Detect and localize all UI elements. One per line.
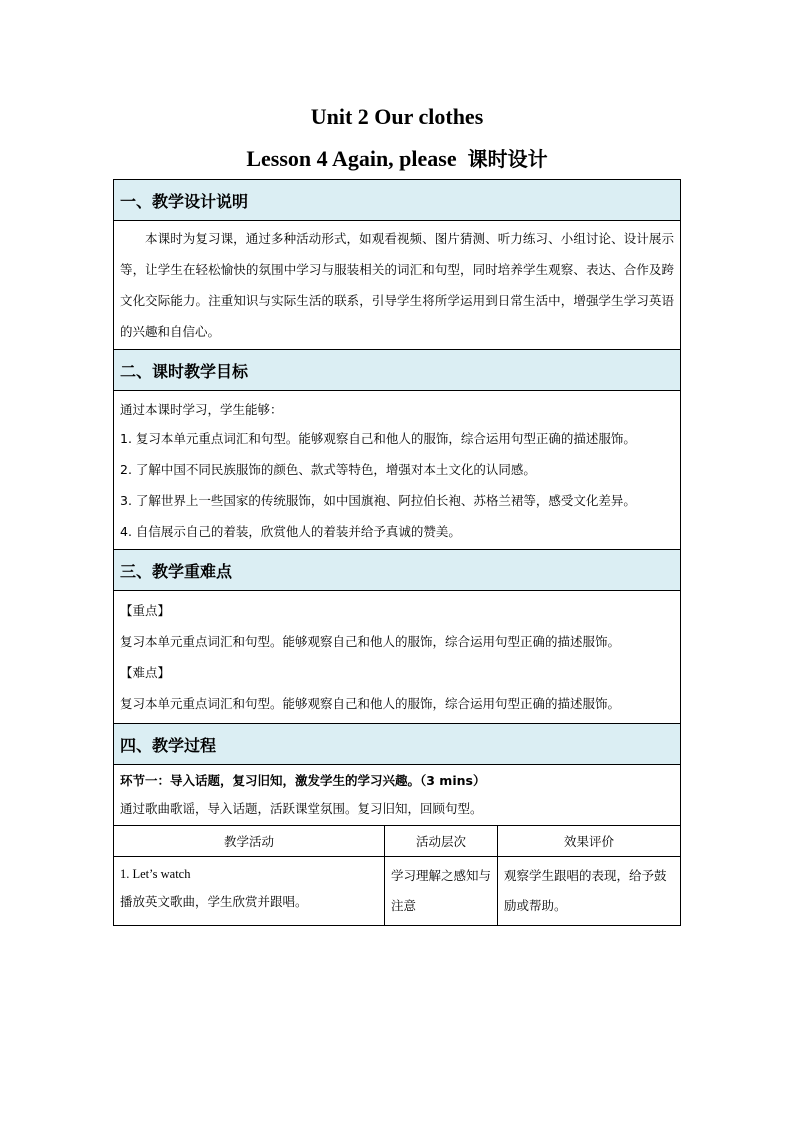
- table-row: [114, 857, 681, 926]
- objective-item: 3. 了解世界上一些国家的传统服饰，如中国旗袍、阿拉伯长袍、苏格兰裙等，感受文化差异。: [120, 493, 636, 508]
- column-header-evaluation: 效果评价: [498, 826, 681, 857]
- activity-evaluation: 观察学生跟唱的表现，给予鼓励或帮助。: [504, 868, 667, 913]
- subtitle-chinese: 课时设计: [467, 147, 548, 171]
- objective-item: 2. 了解中国不同民族服饰的颜色、款式等特色，增强对本土文化的认同感。: [120, 462, 536, 477]
- subtitle-english: Lesson 4 Again, please: [246, 146, 457, 171]
- lesson-design-table: [113, 179, 681, 926]
- activity-description: 播放英文歌曲，学生欣赏并跟唱。: [120, 894, 308, 909]
- step1-description: 通过歌曲歌谣，导入话题，活跃课堂氛围。复习旧知，回顾句型。: [120, 801, 483, 816]
- step1-title: 环节一：导入话题，复习旧知，激发学生的学习兴趣。（3 mins）: [120, 773, 486, 788]
- objectives-lead: 通过本课时学习，学生能够：: [120, 402, 283, 417]
- objective-item: 4. 自信展示自己的着装，欣赏他人的着装并给予真诚的赞美。: [120, 524, 461, 539]
- section-heading-key-difficult-points: 三、教学重难点: [114, 550, 681, 591]
- document-title: Unit 2 Our clothes: [310, 104, 484, 129]
- difficult-point-text: 复习本单元重点词汇和句型。能够观察自己和他人的服饰，综合运用句型正确的描述服饰。: [120, 696, 621, 711]
- design-notes-text: 本课时为复习课，通过多种活动形式，如观看视频、图片猜测、听力练习、小组讨论、设计展示等，让学生在轻松愉快的氛围中学习与服装相关的词汇和句型，同时培养学生观察、表达、合作及跨文化交际能力。注重知识与实际生活的联系，引导学生将所学运用到日常生活中，增强学生学习英语的兴趣和自信心。: [120, 231, 675, 339]
- column-header-activity: 教学活动: [114, 826, 385, 857]
- section-heading-teaching-process: 四、教学过程: [114, 724, 681, 765]
- objective-item: 1. 复习本单元重点词汇和句型。能够观察自己和他人的服饰，综合运用句型正确的描述服饰。: [120, 431, 636, 446]
- activity-level: 学习理解之感知与注意: [391, 868, 492, 913]
- section-heading-design-notes: 一、教学设计说明: [114, 180, 681, 221]
- key-point-label: 【重点】: [120, 603, 171, 618]
- key-point-text: 复习本单元重点词汇和句型。能够观察自己和他人的服饰，综合运用句型正确的描述服饰。: [120, 634, 621, 649]
- section-heading-objectives: 二、课时教学目标: [114, 350, 681, 391]
- document-subtitle: [0, 144, 794, 174]
- process-table-header-row: [114, 826, 681, 857]
- activity-title: 1. Let’s watch: [120, 867, 191, 881]
- difficult-point-label: 【难点】: [120, 665, 171, 680]
- column-header-level: 活动层次: [385, 826, 498, 857]
